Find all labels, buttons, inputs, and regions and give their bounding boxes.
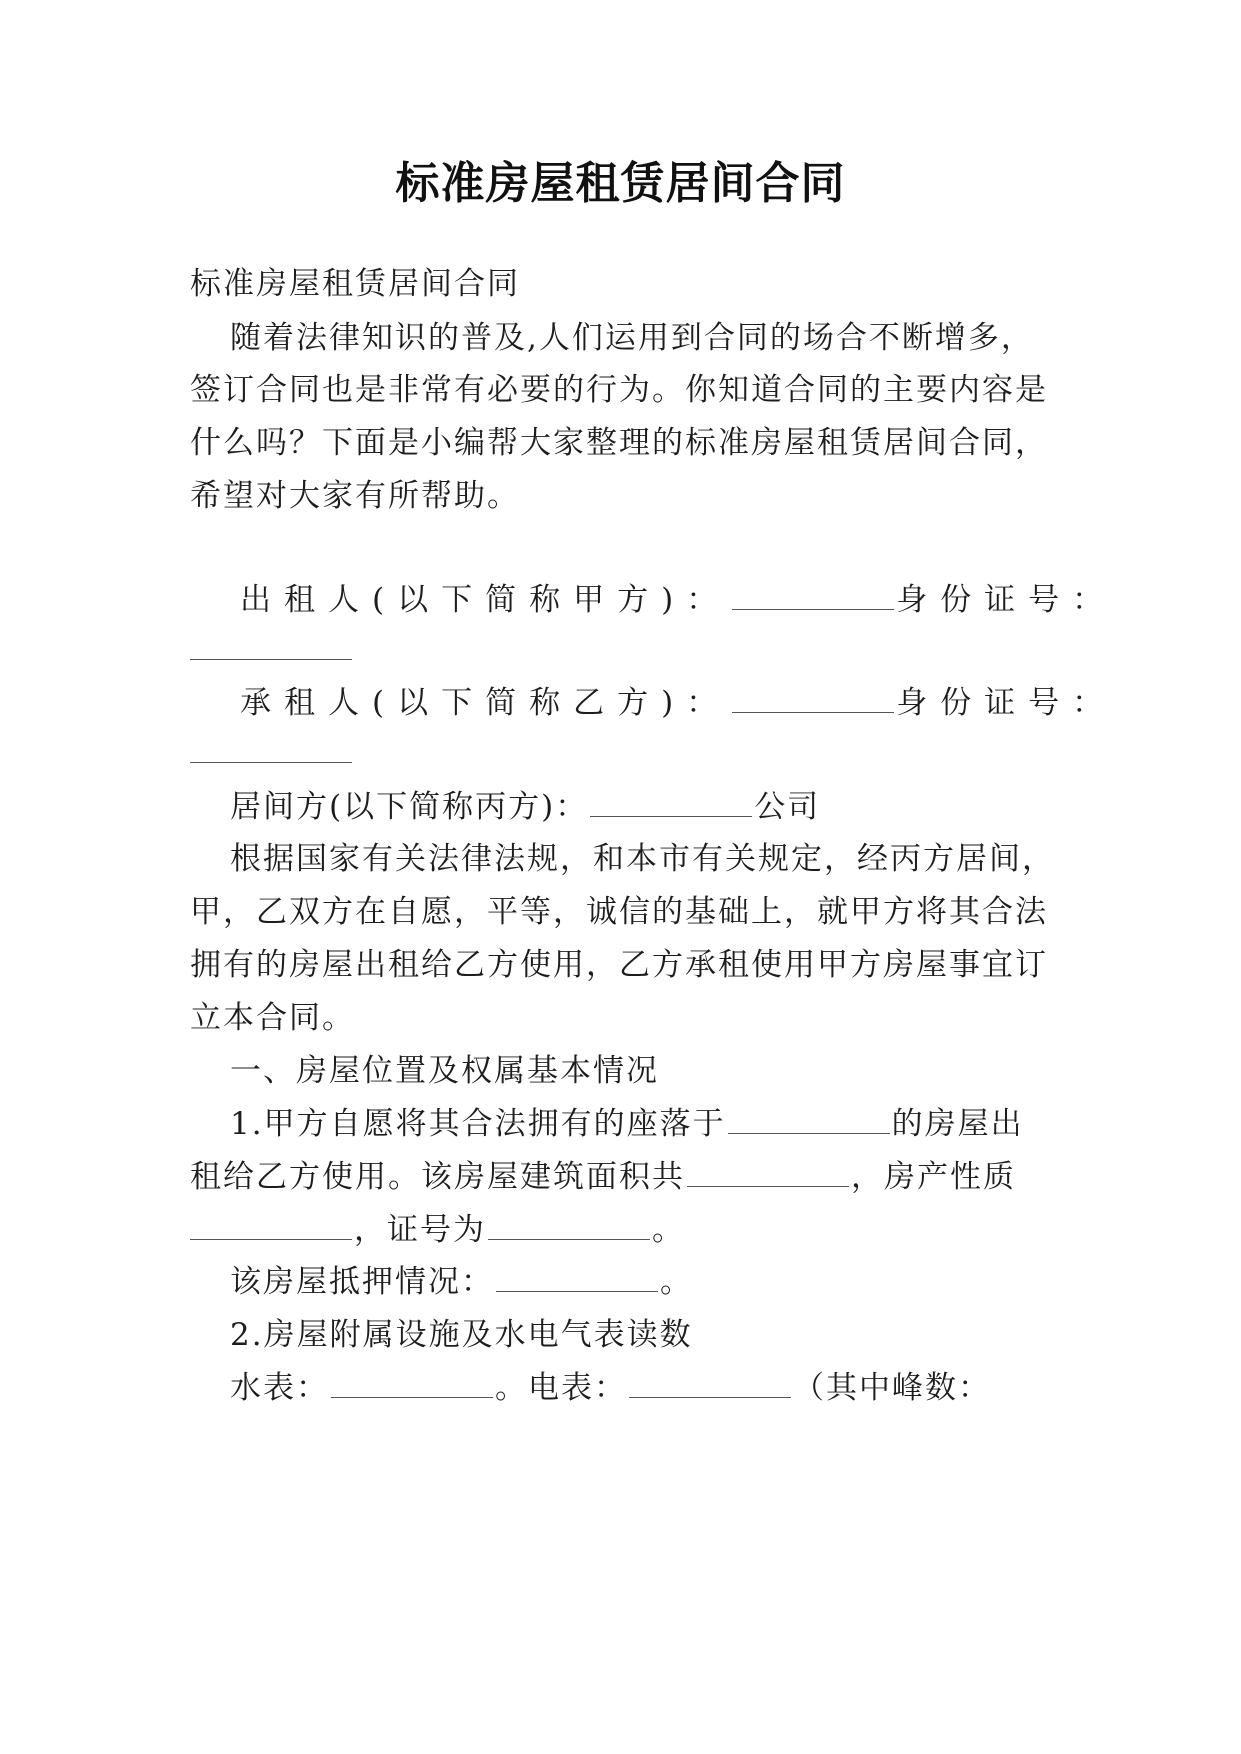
- lessor-line: [240, 580, 1120, 620]
- basis-line-1: 根据国家有关法律法规，和本市有关规定，经丙方居间，: [230, 841, 1055, 877]
- item-2-heading: 2.房屋附属设施及水电气表读数: [230, 1317, 693, 1353]
- property-nature-blank[interactable]: [190, 1213, 352, 1240]
- certificate-number-blank[interactable]: [488, 1213, 650, 1240]
- subtitle-line: 标准房屋租赁居间合同: [190, 266, 520, 302]
- mortgage-end: 。: [660, 1264, 693, 1300]
- electric-meter-blank[interactable]: [629, 1371, 791, 1398]
- item-1-text-e: ，证号为: [354, 1212, 486, 1248]
- item-1-text-d: ，房产性质: [851, 1159, 1016, 1195]
- lessor-id-blank[interactable]: [190, 659, 352, 660]
- intro-line-4: 希望对大家有所帮助。: [190, 478, 520, 514]
- item-1-text-a: 1.甲方自愿将其合法拥有的座落于: [230, 1106, 726, 1142]
- lessor-name-blank[interactable]: [732, 583, 894, 610]
- item-1-line-1: [230, 1104, 1110, 1144]
- broker-name-blank[interactable]: [590, 790, 752, 817]
- intro-line-2: 签订合同也是非常有必要的行为。你知道合同的主要内容是: [190, 372, 1048, 408]
- document-title: 标准房屋租赁居间合同: [395, 158, 846, 209]
- basis-line-2: 甲，乙双方在自愿，平等，诚信的基础上，就甲方将其合法: [190, 894, 1048, 930]
- item-1-line-3: [190, 1210, 1070, 1250]
- lessor-label: 出租人(以下简称甲方)：: [240, 582, 731, 618]
- intro-line-1: 随着法律知识的普及,人们运用到合同的场合不断增多，: [230, 320, 1034, 356]
- mortgage-label: 该房屋抵押情况：: [230, 1264, 494, 1300]
- broker-label: 居间方(以下简称丙方)：: [230, 789, 589, 825]
- basis-line-3: 拥有的房屋出租给乙方使用，乙方承租使用甲方房屋事宜订: [190, 947, 1048, 983]
- item-1-text-b: 的房屋出: [891, 1106, 1024, 1142]
- lessee-id-label: 身份证号：: [896, 685, 1117, 721]
- mortgage-blank[interactable]: [496, 1265, 658, 1292]
- section-1-heading: 一、房屋位置及权属基本情况: [230, 1053, 659, 1089]
- mortgage-line: [230, 1262, 1110, 1302]
- intro-line-3: 什么吗？下面是小编帮大家整理的标准房屋租赁居间合同，: [190, 425, 1048, 461]
- lessee-name-blank[interactable]: [732, 686, 894, 713]
- water-meter-label: 水表：: [230, 1370, 329, 1406]
- peak-reading-label: （其中峰数：: [793, 1370, 991, 1406]
- basis-line-4: 立本合同。: [190, 1000, 355, 1036]
- lessee-id-blank[interactable]: [190, 762, 352, 763]
- item-1-text-f: 。: [652, 1212, 685, 1248]
- broker-line: [230, 787, 1110, 827]
- meters-line: [230, 1368, 1110, 1408]
- broker-suffix: 公司: [754, 789, 821, 825]
- item-1-line-2: [190, 1157, 1070, 1197]
- floor-area-blank[interactable]: [687, 1160, 849, 1187]
- property-location-blank[interactable]: [728, 1107, 890, 1134]
- lessee-label: 承租人(以下简称乙方)：: [240, 685, 731, 721]
- electric-meter-label: 。电表：: [495, 1370, 627, 1406]
- lessor-id-label: 身份证号：: [896, 582, 1117, 618]
- item-1-text-c: 租给乙方使用。该房屋建筑面积共: [190, 1159, 685, 1195]
- lessee-line: [240, 683, 1120, 723]
- water-meter-blank[interactable]: [331, 1371, 493, 1398]
